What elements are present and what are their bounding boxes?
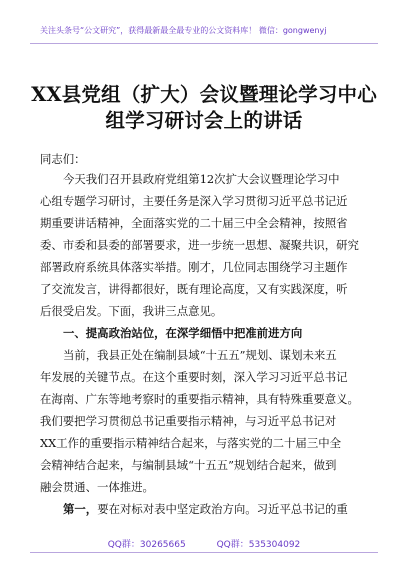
- footer-contacts: [0, 537, 408, 550]
- header-divider: [30, 43, 378, 44]
- salutation: 同志们：: [40, 152, 86, 166]
- paragraph-2-line-4: 我们要把学习贯彻总书记重要指示精神，与习近平总书记对: [40, 414, 337, 428]
- paragraph-1-line-3: 期重要讲话精神，全面落实党的二十届三中全会精神，按照省: [40, 216, 348, 230]
- header-note: 关注头条号“公文研究”，获得最新最全最专业的公文资料库！ 微信：gongwenyj: [40, 26, 327, 35]
- document-title-line-2: 组学习研讨会上的讲话: [105, 109, 303, 132]
- paragraph-1-line-6: 了交流发言，讲得都很好，既有理论高度，又有实践深度，听: [40, 282, 348, 296]
- paragraph-3-text: 要在对标对表中坚定政治方向。习近平总书记的重: [97, 502, 348, 516]
- paragraph-2-line-2: 年发展的关键节点。在这个重要时刻，深入学习习近平总书记: [40, 370, 348, 384]
- paragraph-1-line-1: 今天我们召开县政府党组第12次扩大会议暨理论学习中: [63, 172, 340, 186]
- footer-qq-group-1: QQ群：30265665: [107, 540, 186, 550]
- paragraph-1-line-4: 委、市委和县委的部署要求，进一步统一思想、凝聚共识，研究: [40, 238, 359, 252]
- paragraph-2-line-3: 在海南、广东等地考察时的重要指示精神，具有特殊重要意义。: [40, 392, 359, 406]
- paragraph-2-line-1: 当前，我县正处在编制县域“十五五”规划、谋划未来五: [63, 348, 337, 362]
- paragraph-1-line-7: 后很受启发。下面，我讲三点意见。: [40, 304, 223, 318]
- footer-qq-group-2: QQ群：535304092: [216, 540, 301, 550]
- paragraph-1-line-5: 部署政府系统具体落实举措。刚才，几位同志围绕学习主题作: [40, 260, 348, 274]
- paragraph-2-line-7: 融会贯通、一体推进。: [40, 480, 154, 494]
- paragraph-3-line-1: [63, 502, 348, 516]
- paragraph-3-lead: 第一，: [63, 502, 98, 516]
- paragraph-2-line-5: XX工作的重要指示精神结合起来，与落实党的二十届三中全: [40, 436, 341, 450]
- section-1-heading: 一、提高政治站位，在深学细悟中把准前进方向: [63, 326, 303, 340]
- paragraph-1-line-2: 心组专题学习研讨，主要任务是深入学习贯彻习近平总书记近: [40, 194, 348, 208]
- document-title-line-1: XX县党组（扩大）会议暨理论学习中心: [31, 83, 377, 106]
- paragraph-2-line-6: 会精神结合起来，与编制县域“十五五”规划结合起来，做到: [40, 458, 337, 472]
- footer-divider: [30, 552, 378, 553]
